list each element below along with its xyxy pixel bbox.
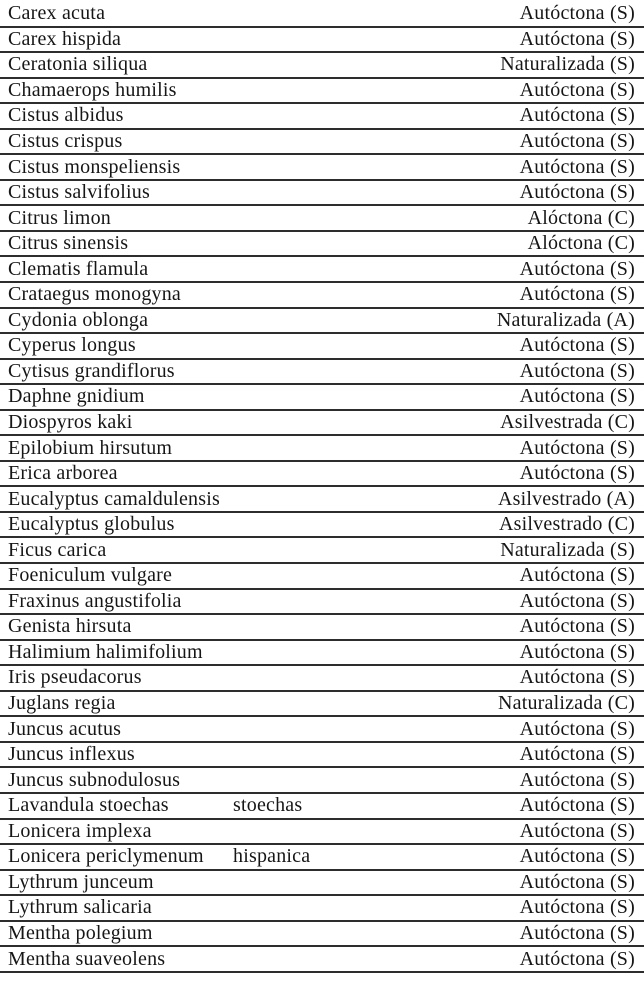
species-name: Halimium halimifolium: [8, 640, 203, 663]
status-label: Autóctona (S): [519, 870, 635, 893]
table-row: [0, 641, 644, 667]
status-label: Naturalizada (A): [496, 308, 635, 331]
status-label: Naturalizada (C): [497, 692, 635, 715]
status-label: Autóctona (S): [519, 845, 635, 868]
species-name: Lythrum salicaria: [8, 896, 152, 919]
species-name: Lonicera periclymenum: [8, 845, 204, 868]
table-row: [0, 692, 644, 718]
species-name: Chamaerops humilis: [8, 78, 177, 101]
table-row: [0, 590, 644, 616]
species-name: Clematis flamula: [8, 257, 149, 280]
status-label: Autóctona (S): [519, 794, 635, 817]
status-label: Autóctona (S): [519, 385, 635, 408]
status-label: Autóctona (S): [519, 666, 635, 689]
status-label: Asilvestrado (A): [497, 487, 635, 510]
status-label: Alóctona (C): [527, 206, 635, 229]
species-name: Diospyros kaki: [8, 411, 133, 434]
status-label: Autóctona (S): [519, 819, 635, 842]
species-name: Citrus sinensis: [8, 232, 129, 255]
status-label: Autóctona (S): [519, 130, 635, 152]
species-name: Crataegus monogyna: [8, 283, 182, 306]
species-name: Erica arborea: [8, 462, 118, 485]
table-row: [0, 794, 644, 820]
table-row: [0, 360, 644, 386]
table-row: [0, 79, 644, 105]
table-row: [0, 283, 644, 309]
species-name: Juncus inflexus: [8, 743, 135, 766]
species-name: Carex hispida: [8, 27, 122, 50]
table-row: [0, 513, 644, 539]
species-name: Carex acuta: [8, 2, 106, 25]
status-label: Autóctona (S): [519, 640, 635, 663]
status-label: Autóctona (S): [519, 334, 635, 357]
status-label: Autóctona (S): [519, 768, 635, 791]
species-name: Cydonia oblonga: [8, 308, 149, 331]
table-row: [0, 462, 644, 488]
status-label: Autóctona (S): [519, 947, 635, 970]
status-label: Autóctona (S): [519, 257, 635, 280]
table-row: [0, 820, 644, 846]
table-row: [0, 28, 644, 54]
status-label: Autóctona (S): [519, 921, 635, 944]
table-row: [0, 2, 644, 28]
status-label: Autóctona (S): [519, 462, 635, 485]
table-row: [0, 334, 644, 360]
table-row: [0, 130, 644, 156]
table-row: [0, 947, 644, 973]
species-name: Mentha polegium: [8, 921, 153, 944]
table-row: [0, 104, 644, 130]
table-row: [0, 309, 644, 335]
table-row: [0, 206, 644, 232]
table-row: [0, 538, 644, 564]
species-name: Daphne gnidium: [8, 385, 145, 408]
status-label: Autóctona (S): [519, 743, 635, 766]
table-row: [0, 743, 644, 769]
table-row: [0, 922, 644, 948]
subspecies-name: hispanica: [233, 845, 311, 868]
species-name: Lavandula stoechas: [8, 794, 169, 817]
table-row: [0, 411, 644, 437]
table-row: [0, 385, 644, 411]
species-name: Juglans regia: [8, 692, 116, 715]
species-name: Lythrum junceum: [8, 870, 154, 893]
species-name: Cyperus longus: [8, 334, 136, 357]
species-name: Cytisus grandiflorus: [8, 359, 175, 382]
species-name: Lonicera implexa: [8, 819, 152, 842]
table-row: [0, 564, 644, 590]
species-name: Cistus crispus: [8, 130, 123, 152]
species-name: Eucalyptus globulus: [8, 513, 175, 536]
species-name: Fraxinus angustifolia: [8, 589, 182, 612]
species-name: Juncus subnodulosus: [8, 768, 181, 791]
species-name: Eucalyptus camaldulensis: [8, 487, 220, 510]
species-name: Foeniculum vulgare: [8, 564, 173, 587]
status-label: Autóctona (S): [519, 359, 635, 382]
status-label: Autóctona (S): [519, 589, 635, 612]
status-label: Asilvestrada (C): [500, 411, 635, 434]
status-label: Naturalizada (S): [500, 538, 635, 561]
table-row: [0, 615, 644, 641]
table-row: [0, 896, 644, 922]
status-label: Autóctona (S): [519, 181, 635, 204]
table-row: [0, 53, 644, 79]
table-row: [0, 232, 644, 258]
species-name: Juncus acutus: [8, 717, 122, 740]
status-label: Autóctona (S): [519, 2, 635, 25]
species-name: Mentha suaveolens: [8, 947, 166, 970]
species-name: Genista hirsuta: [8, 615, 132, 638]
table-row: [0, 487, 644, 513]
status-label: Autóctona (S): [519, 283, 635, 306]
status-label: Autóctona (S): [519, 896, 635, 919]
species-name: Ficus carica: [8, 538, 107, 561]
table-row: [0, 257, 644, 283]
status-label: Autóctona (S): [519, 615, 635, 638]
table-row: [0, 717, 644, 743]
status-label: Autóctona (S): [519, 78, 635, 101]
species-name: Cistus albidus: [8, 104, 124, 127]
status-label: Asilvestrado (C): [499, 513, 635, 536]
species-name: Iris pseudacorus: [8, 666, 142, 689]
status-label: Alóctona (C): [527, 232, 635, 255]
status-label: Autóctona (S): [519, 436, 635, 459]
table-row: [0, 155, 644, 181]
table-row: [0, 436, 644, 462]
status-label: Autóctona (S): [519, 104, 635, 127]
species-name: Ceratonia siliqua: [8, 53, 148, 76]
species-name: Cistus monspeliensis: [8, 155, 181, 178]
table-row: [0, 871, 644, 897]
table-row: [0, 666, 644, 692]
status-label: Naturalizada (S): [500, 53, 635, 76]
species-name: Cistus salvifolius: [8, 181, 150, 204]
status-label: Autóctona (S): [519, 155, 635, 178]
species-name: Citrus limon: [8, 206, 111, 229]
status-label: Autóctona (S): [519, 27, 635, 50]
table-row: [0, 768, 644, 794]
subspecies-name: stoechas: [233, 794, 303, 817]
table-row: [0, 845, 644, 871]
status-label: Autóctona (S): [519, 717, 635, 740]
species-name: Epilobium hirsutum: [8, 436, 173, 459]
table-row: [0, 181, 644, 207]
status-label: Autóctona (S): [519, 564, 635, 587]
